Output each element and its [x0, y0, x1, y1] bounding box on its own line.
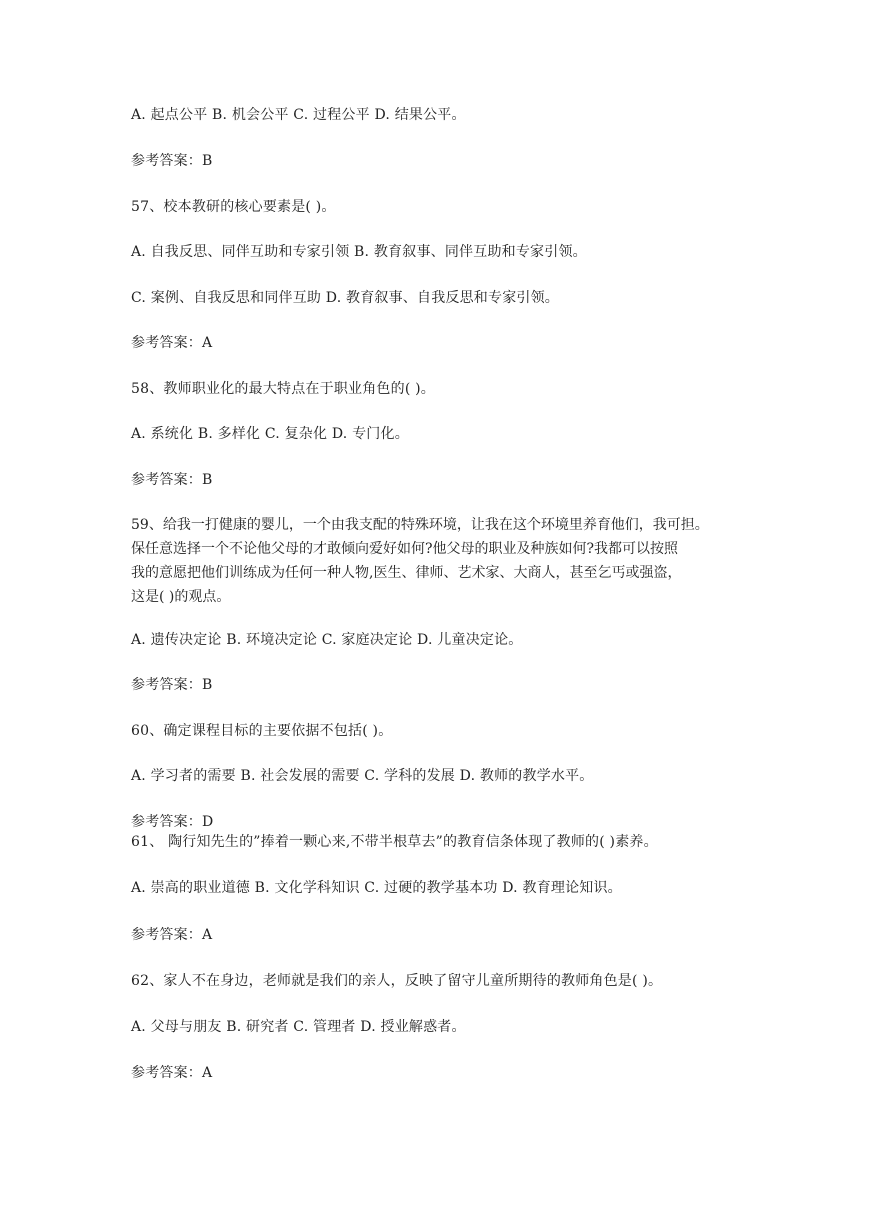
q58-answer: 参考答案：B	[131, 472, 213, 488]
q60-answer: 参考答案：D	[131, 814, 214, 830]
q62-question: 62、家人不在身边，老师就是我们的亲人，反映了留守儿童所期待的教师角色是( )。	[131, 973, 663, 989]
q61-answer: 参考答案：A	[131, 927, 213, 943]
q59-line: 59、给我一打健康的婴儿，一个由我支配的特殊环境，让我在这个环境里养育他们，我可担。	[131, 517, 709, 533]
q57-answer: 参考答案：A	[131, 335, 213, 351]
q59-line: 这是( )的观点。	[131, 589, 231, 605]
q59-options: A. 遗传决定论 B. 环境决定论 C. 家庭决定论 D. 儿童决定论。	[131, 632, 523, 648]
q62-answer: 参考答案：A	[131, 1065, 213, 1081]
q61-question: 61、 陶行知先生的”捧着一颗心来,不带半根草去”的教育信条体现了教师的( )素养。	[131, 834, 658, 850]
q59-line: 我的意愿把他们训练成为任何一种人物,医生、律师、艺术家、大商人，甚至乞丐或强盗，	[131, 565, 682, 581]
q59-answer: 参考答案：B	[131, 677, 213, 693]
q58-options: A. 系统化 B. 多样化 C. 复杂化 D. 专门化。	[131, 426, 409, 442]
q58-question: 58、教师职业化的最大特点在于职业角色的( )。	[131, 381, 435, 397]
q62-options: A. 父母与朋友 B. 研究者 C. 管理者 D. 授业解惑者。	[131, 1019, 466, 1035]
q59-line: 保任意选择一个不论他父母的才敢倾向爱好如何?他父母的职业及种族如何?我都可以按照	[131, 541, 679, 557]
q56-answer: 参考答案：B	[131, 153, 213, 169]
q60-options: A. 学习者的需要 B. 社会发展的需要 C. 学科的发展 D. 教师的教学水平。	[131, 768, 594, 784]
q57-options-ab: A. 自我反思、同伴互助和专家引领 B. 教育叙事、同伴互助和专家引领。	[131, 244, 587, 260]
q61-options: A. 崇高的职业道德 B. 文化学科知识 C. 过硬的教学基本功 D. 教育理论知识。	[131, 880, 622, 896]
q57-options-cd: C. 案例、自我反思和同伴互助 D. 教育叙事、自我反思和专家引领。	[131, 290, 559, 306]
q57-question: 57、校本教研的核心要素是( )。	[131, 199, 336, 215]
q56-options: A. 起点公平 B. 机会公平 C. 过程公平 D. 结果公平。	[131, 107, 466, 123]
q60-question: 60、确定课程目标的主要依据不包括( )。	[131, 723, 393, 739]
q59-question	[131, 513, 751, 609]
